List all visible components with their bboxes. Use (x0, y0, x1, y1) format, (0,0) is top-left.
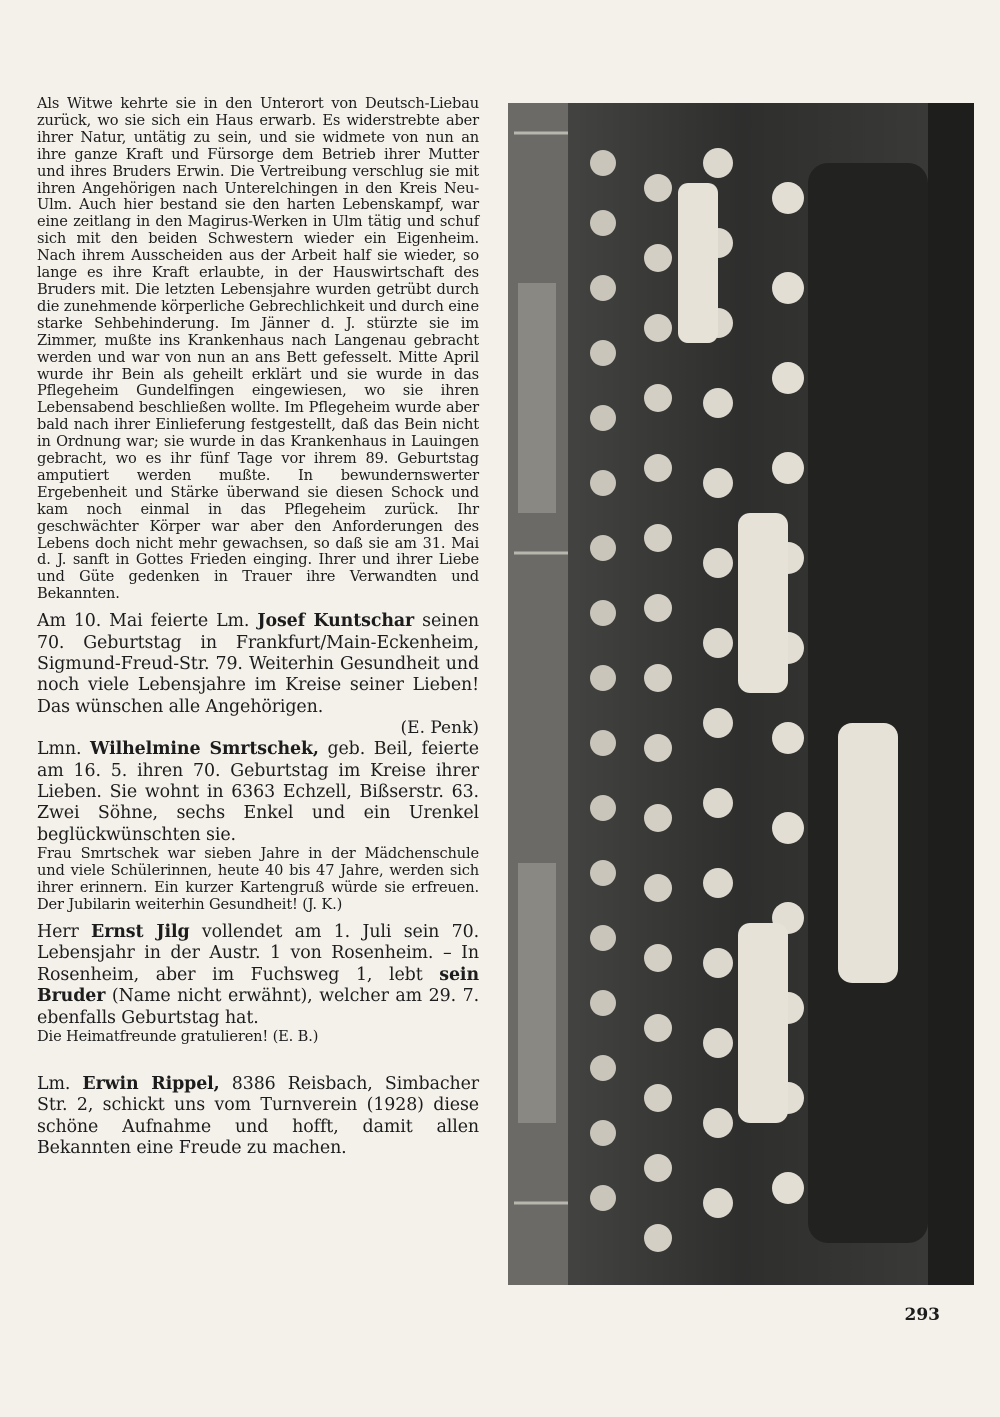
kuntschar-notice: Am 10. Mai feierte Lm. Josef Kuntschar seinen 70. Geburtstag in Frankfurt/Main-Eckenheim, Sigmund-Freud-Str. 79. Weiterhin Gesundheit und noch viele Lebensjahre im Kreise seiner Lieben! Das wünschen alle Angehörigen. (37, 611, 479, 717)
text-column (37, 96, 479, 1159)
page-number: 293 (904, 1305, 940, 1325)
rippel-name: Erwin Rippel, (82, 1073, 220, 1094)
kuntschar-signature: (E. Penk) (400, 718, 479, 739)
smrtschek-notice: Lmn. Wilhelmine Smrtschek, geb. Beil, feierte am 16. 5. ihren 70. Geburtstag im Kreise ihrer Lieben. Sie wohnt in 6363 Echzell, Bißserstr. 63. Zwei Söhne, sechs Enkel und ein Urenkel beglückwünschten sie. (37, 739, 479, 845)
smrtschek-name: Wilhelmine Smrtschek, (89, 739, 319, 760)
kuntschar-name: Josef Kuntschar (257, 611, 415, 632)
obituary-paragraph: Als Witwe kehrte sie in den Unterort von Deutsch-Liebau zurück, wo sie sich ein Haus erwarb. Es widerstrebte aber ihrer Natur, untätig zu sein, und sie widmete von nun an ihre ganze Kraft und Fürsorge dem Betrieb ihrer Mutter und ihres Bruders Erwin. Die Vertreibung verschlug sie mit ihren Angehörigen nach Unterelchingen in den Kreis Neu-Ulm. Auch hier bestand sie den harten Lebenskampf, war eine zeitlang in den Magirus-Werken in Ulm tätig und schuf sich mit den beiden Schwestern wieder ein Eigenheim. Nach ihrem Ausscheiden aus der Arbeit half sie wieder, so lange es ihre Kraft erlaubte, in der Hauswirtschaft des Bruders mit. Die letzten Lebensjahre wurden getrübt durch die zunehmende körperliche Gebrechlichkeit und durch eine starke Sehbehinderung. Im Jänner d. J. stürzte sie im Zimmer, mußte ins Krankenhaus nach Langenau gebracht werden und war von nun an ans Bett gefesselt. Mitte April wurde ihr Bein als geheilt erklärt und sie wurde in das Pflegeheim Gundelfingen eingewiesen, wo sie ihren Lebensabend beschließen wollte. Im Pflegeheim wurde aber bald nach ihrer Einlieferung festgestellt, daß das Bein nicht in Ordnung war; sie wurde in das Krankenhaus in Lauingen gebracht, wo es ihr fünf Tage vor ihrem 89. Geburtstag amputiert werden mußte. In bewundernswerter Ergebenheit und Stärke überwand sie diesen Schock und kam noch einmal in das Pflegeheim zurück. Ihr geschwächter Körper war aber den Anforderungen des Lebens doch nicht mehr gewachsen, so daß sie am 31. Mai d. J. sanft in Gottes Frieden einging. Ihrer und ihrer Liebe und Güte gedenken in Trauer ihre Verwandten und Bekannten. (37, 95, 479, 603)
group-photo-illustration (508, 103, 974, 1285)
group-photo (508, 103, 974, 1285)
jilg-notice: Herr Ernst Jilg vollendet am 1. Juli sein 70. Lebensjahr in der Austr. 1 von Rosenheim. – In Rosenheim, aber im Fuchsweg 1, lebt sein Bruder (Name nicht erwähnt), welcher am 29. 7. ebenfalls Geburtstag hat. (37, 921, 479, 1028)
rippel-notice: Lm. Erwin Rippel, 8386 Reisbach, Simbacher Str. 2, schickt uns vom Turnverein (1928) diese schöne Aufnahme und hofft, damit allen Bekannten eine Freude zu machen. (37, 1073, 479, 1159)
jilg-name: Ernst Jilg (91, 921, 190, 942)
jilg-note: Die Heimatfreunde gratulieren! (E. B.) (37, 1027, 319, 1045)
smrtschek-note: Frau Smrtschek war sieben Jahre in der Mädchenschule und viele Schülerinnen, heute 40 bis 47 Jahre, werden sich ihrer erinnern. Ein kurzer Kartengruß würde sie erfreuen. Der Jubilarin weiterhin Gesundheit! (J. K.) (37, 845, 479, 913)
jilg-brother: sein Bruder (37, 964, 479, 1007)
